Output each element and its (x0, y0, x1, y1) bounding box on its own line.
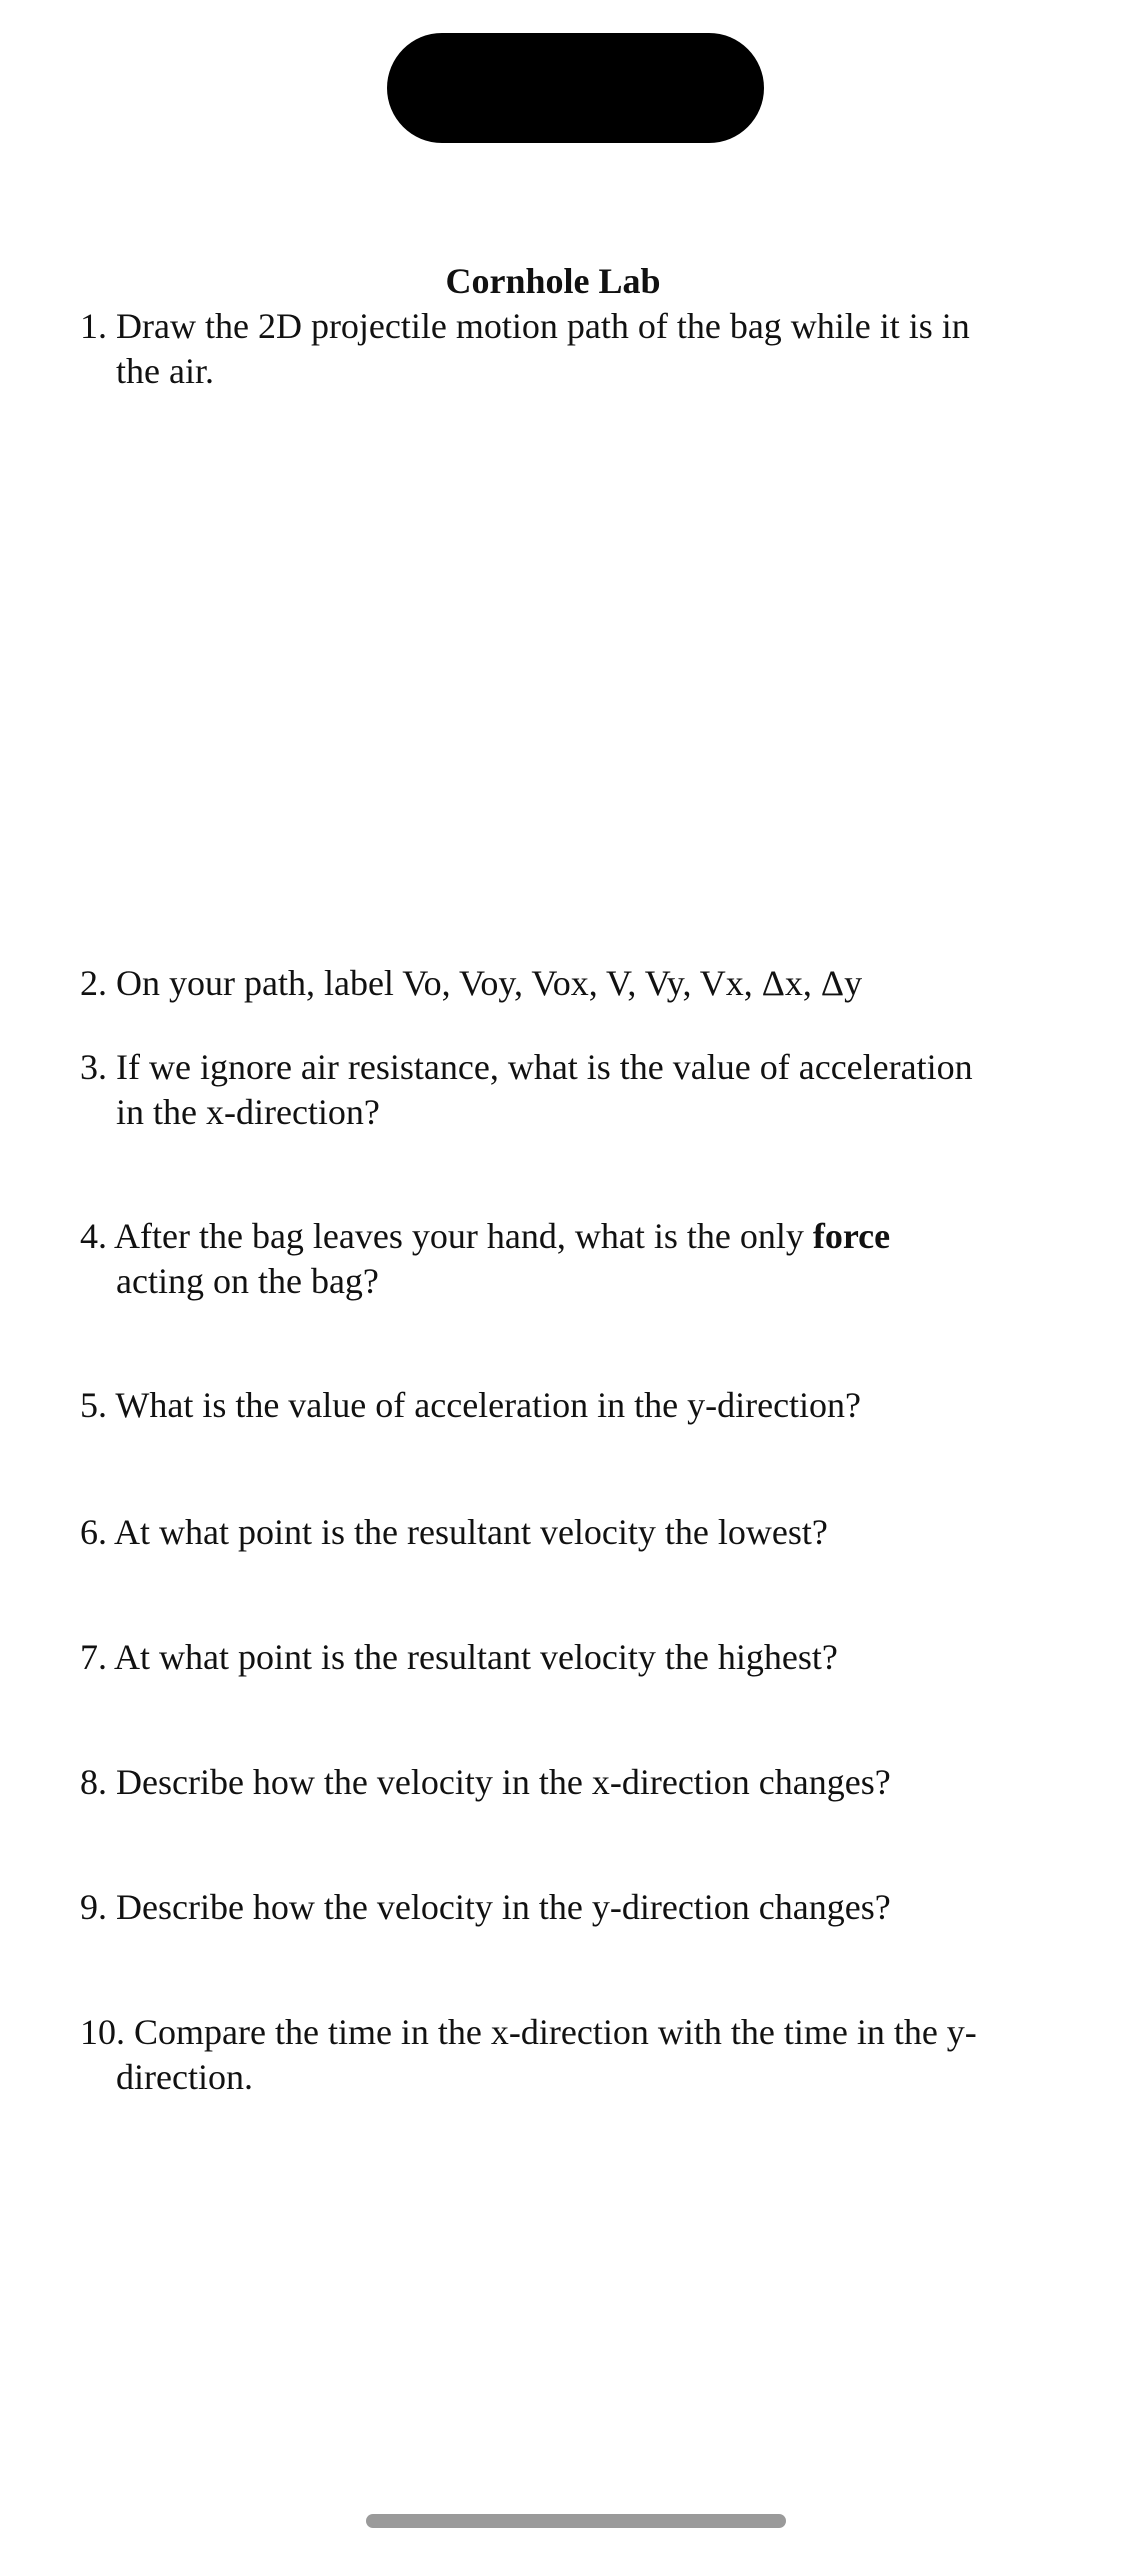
question-emphasis: force (812, 1216, 891, 1256)
question-text: If we ignore air resistance, what is the value of acceleration (116, 1047, 973, 1087)
question-text: After the bag leaves your hand, what is the only (114, 1216, 813, 1256)
question-3 (80, 1045, 1020, 1135)
question-number: 1. (80, 306, 107, 346)
question-text: What is the value of acceleration in the y-direction? (115, 1385, 862, 1425)
question-number: 2. (80, 963, 107, 1003)
question-number: 8. (80, 1762, 107, 1802)
question-number: 4. (80, 1216, 107, 1256)
question-8 (80, 1760, 1020, 1805)
question-number: 7. (80, 1637, 107, 1677)
question-9 (80, 1885, 1020, 1930)
question-number: 3. (80, 1047, 107, 1087)
question-text-continued: acting on the bag? (116, 1261, 379, 1301)
question-4 (80, 1214, 1020, 1304)
question-10 (80, 2010, 1020, 2100)
question-text-continued: direction. (116, 2057, 253, 2097)
question-text: At what point is the resultant velocity the highest? (114, 1637, 838, 1677)
question-number: 6. (80, 1512, 107, 1552)
home-indicator[interactable] (366, 2514, 786, 2528)
dynamic-island (387, 33, 764, 143)
question-text: Compare the time in the x-direction with the time in the y- (134, 2012, 977, 2052)
question-text-continued: the air. (116, 351, 214, 391)
question-text: On your path, label Vo, Voy, Vox, V, Vy, Vx, Δx, Δy (116, 963, 863, 1003)
question-text-continued: in the x-direction? (116, 1092, 380, 1132)
question-6 (80, 1510, 1020, 1555)
question-number: 10. (80, 2012, 125, 2052)
question-text: At what point is the resultant velocity the lowest? (114, 1512, 828, 1552)
question-7 (80, 1635, 1020, 1680)
question-5 (80, 1383, 1020, 1428)
question-text: Describe how the velocity in the y-direction changes? (116, 1887, 891, 1927)
question-text: Draw the 2D projectile motion path of the bag while it is in (116, 306, 970, 346)
question-1 (80, 304, 1020, 394)
question-text: Describe how the velocity in the x-direction changes? (116, 1762, 891, 1802)
question-2 (80, 961, 1020, 1006)
page-title: Cornhole Lab (445, 261, 661, 301)
question-number: 5. (80, 1385, 107, 1425)
question-number: 9. (80, 1887, 107, 1927)
